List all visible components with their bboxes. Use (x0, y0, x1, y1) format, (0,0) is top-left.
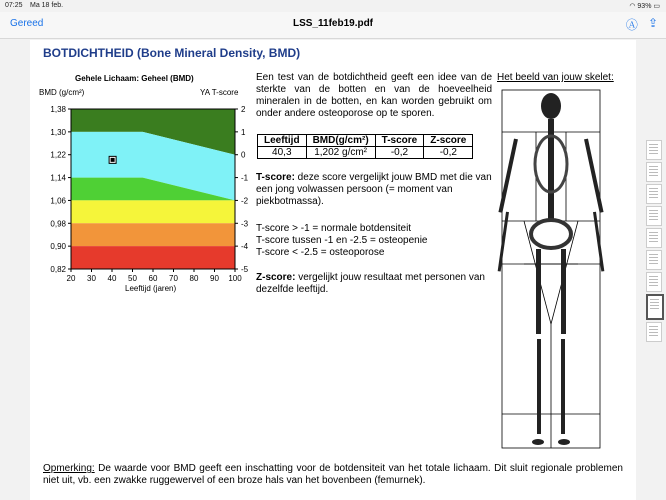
chart-xlabel: Leeftijd (jaren) (125, 284, 177, 293)
wifi-icon: ◠ (629, 3, 636, 10)
cell-tscore: -0,2 (375, 147, 424, 159)
y-tick-label: 1,14 (50, 173, 66, 183)
zscore-text: vergelijkt jouw resultaat met personen van dezelfde leeftijd. (256, 272, 485, 295)
cell-zscore: -0,2 (424, 147, 473, 159)
rule-osteoporosis: T-score < -2.5 = osteoporose (256, 247, 385, 258)
table-row (258, 147, 473, 159)
tscore-text: deze score vergelijkt jouw BMD met die van een jong volwassen persoon (= moment van piekbotmassa). (256, 172, 492, 207)
tscore-rules (256, 223, 492, 259)
y-tick-label: 0,90 (50, 242, 66, 252)
score-table-header (258, 135, 473, 147)
y-tick-label-right: 1 (241, 127, 246, 137)
remark-text: De waarde voor BMD geeft een inschatting voor de botdensiteit van het totale lichaam. Dit sluit regionale problemen niet uit, vb. een zwakke ruggewervel of een broze hals van het bovenbeen (femurnek). (43, 463, 623, 486)
document-title: LSS_11feb19.pdf (292, 18, 374, 29)
x-tick-label: 50 (128, 274, 137, 283)
chart-band-3 (71, 200, 235, 223)
page-thumbnail[interactable] (646, 184, 662, 204)
cell-bmd: 1,202 g/cm² (306, 147, 375, 159)
y-tick-label-right: 0 (241, 150, 246, 160)
patient-point (111, 158, 115, 162)
battery-icon: ▭ (653, 3, 660, 10)
page-heading: BOTDICHTHEID (Bone Mineral Density, BMD) (43, 46, 301, 60)
y-tick-label-right: -2 (241, 196, 249, 206)
page-thumbnails (644, 140, 662, 344)
skeleton-title: Het beeld van jouw skelet: (497, 72, 614, 83)
x-tick-label: 100 (228, 274, 242, 283)
chart-ylabel-right: YA T-score (200, 88, 239, 97)
zscore-paragraph (256, 272, 492, 296)
x-tick-label: 80 (189, 274, 199, 283)
page-thumbnail-current[interactable] (646, 294, 664, 320)
score-table (257, 134, 473, 159)
y-tick-label-right: -5 (241, 265, 249, 274)
cell-age: 40,3 (258, 147, 307, 159)
chart-ylabel: BMD (g/cm²) (39, 88, 85, 97)
done-button[interactable]: Gereed (10, 18, 44, 29)
rule-osteopenia: T-score tussen -1 en -2.5 = osteopenie (256, 235, 428, 246)
pdf-page[interactable] (30, 40, 636, 500)
x-tick-label: 40 (107, 274, 117, 283)
y-tick-label: 1,06 (50, 196, 66, 206)
zscore-label: Z-score: (256, 272, 296, 283)
x-tick-label: 60 (148, 274, 158, 283)
header-age: Leeftijd (258, 135, 307, 147)
page-thumbnail[interactable] (646, 228, 662, 248)
skeleton-scan-image (496, 84, 606, 452)
x-tick-label: 30 (87, 274, 96, 283)
x-tick-label: 90 (210, 274, 219, 283)
y-tick-label: 0,82 (50, 265, 66, 274)
header-bmd: BMD(g/cm²) (306, 135, 375, 147)
status-date: Ma 18 feb. (30, 2, 64, 9)
bmd-chart (30, 95, 255, 285)
y-tick-label: 1,22 (50, 150, 66, 160)
y-tick-label: 0,98 (50, 219, 66, 229)
y-tick-label: 1,38 (50, 105, 66, 114)
page-thumbnail[interactable] (646, 162, 662, 182)
page-thumbnail[interactable] (646, 140, 662, 160)
share-icon[interactable]: ⇪ (647, 16, 658, 30)
toolbar (626, 16, 658, 33)
y-tick-label: 1,30 (50, 127, 66, 137)
page-thumbnail[interactable] (646, 206, 662, 226)
page-thumbnail[interactable] (646, 272, 662, 292)
status-time: 07:25 (5, 2, 23, 9)
rule-normal: T-score > -1 = normale botdensiteit (256, 223, 412, 234)
header-tscore: T-score (375, 135, 424, 147)
chart-band-4 (71, 223, 235, 246)
y-tick-label-right: -3 (241, 219, 249, 229)
tscore-paragraph (256, 172, 492, 208)
x-tick-label: 70 (169, 274, 178, 283)
y-tick-label-right: -1 (241, 173, 249, 183)
chart-title: Gehele Lichaam: Geheel (BMD) (75, 74, 194, 83)
x-tick-label: 20 (66, 274, 76, 283)
status-bar (0, 0, 666, 12)
chart-band-5 (71, 246, 235, 269)
tscore-label: T-score: (256, 172, 295, 183)
y-tick-label-right: -4 (241, 242, 249, 252)
header-zscore: Z-score (424, 135, 473, 147)
page-thumbnail[interactable] (646, 322, 662, 342)
remark-label: Opmerking: (43, 463, 95, 474)
nav-bar (0, 12, 666, 39)
page-thumbnail[interactable] (646, 250, 662, 270)
remark-paragraph (43, 463, 623, 487)
markup-icon[interactable]: Ⓐ (625, 18, 638, 32)
y-tick-label-right: 2 (241, 105, 246, 114)
status-battery (629, 2, 660, 10)
intro-paragraph: Een test van de botdichtheid geeft een idee van de sterkte van de botten en van de hoeveelheid mineralen in de botten, en kan worden gebruikt om onder andere osteoporose op te sporen. (256, 72, 492, 119)
battery-percent: 93% (637, 3, 652, 10)
